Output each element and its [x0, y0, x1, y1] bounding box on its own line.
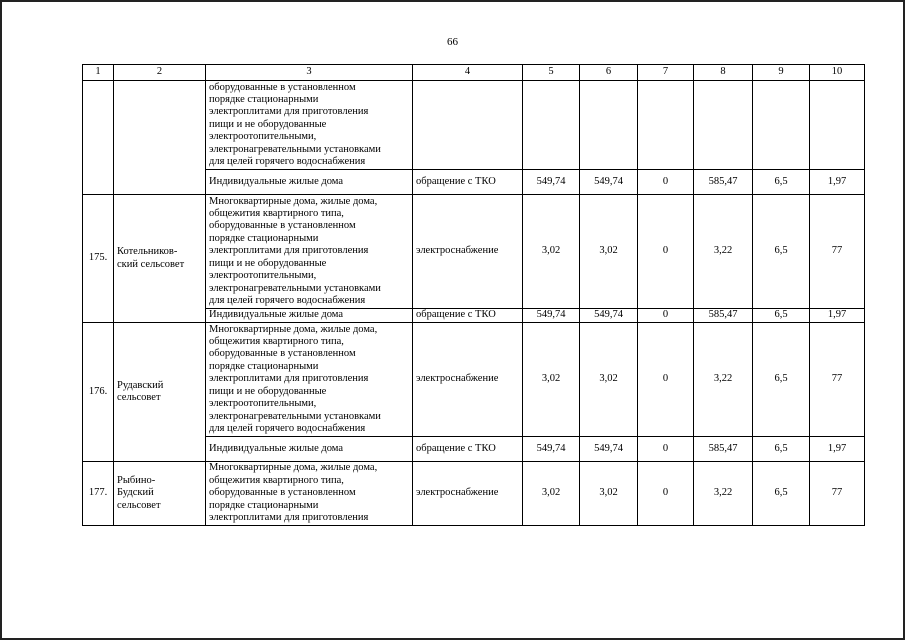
consumer-category-line: порядке стационарными [209, 360, 319, 372]
consumer-category-line: оборудованные в установленном [209, 487, 356, 499]
municipality-name-line: Рыбино- [117, 474, 156, 486]
consumer-category-line: общежития квартирного типа, [209, 208, 344, 220]
municipality-name-line: Будский [117, 487, 154, 499]
consumer-category-cell [206, 437, 413, 462]
value-cell-8: 3,22 [694, 195, 753, 309]
consumer-category-line: для целей горячего водоснабжения [209, 156, 366, 168]
municipality-name-line: Рудавский [117, 379, 164, 391]
municipality-name-line: ский сельсовет [117, 258, 185, 270]
municipality-name-cell [114, 323, 206, 462]
value-cell-10: 1,97 [810, 437, 865, 462]
consumer-category-line: электроотопительными, [209, 131, 317, 143]
value-cell-8: 585,47 [694, 170, 753, 195]
value-cell-7: 0 [638, 195, 694, 309]
consumer-category-line: пищи и не оборудованные [209, 257, 327, 269]
consumer-category-line: оборудованные в установленном [209, 81, 356, 93]
value-cell-5: 549,74 [523, 437, 580, 462]
consumer-category-line: общежития квартирного типа, [209, 474, 344, 486]
consumer-category-line: оборудованные в установленном [209, 348, 356, 360]
consumer-category-cell [206, 170, 413, 195]
header-cell: 1 [83, 65, 114, 81]
value-cell-9: 6,5 [753, 195, 810, 309]
value-cell-10: 77 [810, 462, 865, 526]
header-cell: 3 [206, 65, 413, 81]
header-cell: 10 [810, 65, 865, 81]
value-cell-9: 6,5 [753, 309, 810, 323]
value-cell-9: 6,5 [753, 437, 810, 462]
table-header-row [83, 65, 865, 81]
header-cell: 4 [413, 65, 523, 81]
utility-service-cell: электроснабжение [413, 323, 523, 437]
value-cell-6: 3,02 [580, 462, 638, 526]
consumer-category-line: порядке стационарными [209, 499, 319, 511]
municipality-name-line: Котельников- [117, 246, 178, 258]
page-number: 66 [447, 36, 458, 48]
utility-service-cell: электроснабжение [413, 195, 523, 309]
utility-service-cell [413, 81, 523, 170]
consumer-category-line: Индивидуальные жилые дома [209, 175, 344, 187]
consumer-category-line: пищи и не оборудованные [209, 118, 327, 130]
value-cell-5 [523, 81, 580, 170]
header-cell: 7 [638, 65, 694, 81]
value-cell-10: 77 [810, 195, 865, 309]
consumer-category-line: пищи и не оборудованные [209, 385, 327, 397]
header-cell: 5 [523, 65, 580, 81]
value-cell-6: 549,74 [580, 437, 638, 462]
page-frame-left [0, 0, 2, 640]
consumer-category-line: электронагревательными установками [209, 143, 381, 155]
row-number-cell: 175. [83, 195, 114, 323]
table-row [83, 323, 865, 437]
value-cell-9 [753, 81, 810, 170]
consumer-category-line: электроотопительными, [209, 270, 317, 282]
consumer-category-line: Многоквартирные дома, жилые дома, [209, 195, 378, 207]
consumer-category-cell [206, 462, 413, 526]
value-cell-7: 0 [638, 323, 694, 437]
consumer-category-line: электроплитами для приготовления [209, 373, 369, 385]
consumer-category-line: порядке стационарными [209, 232, 319, 244]
consumer-category-line: электронагревательными установками [209, 282, 381, 294]
consumer-category-line: электроплитами для приготовления [209, 512, 369, 524]
value-cell-6: 3,02 [580, 195, 638, 309]
value-cell-9: 6,5 [753, 170, 810, 195]
table-row [83, 462, 865, 526]
value-cell-6: 549,74 [580, 309, 638, 323]
header-cell: 8 [694, 65, 753, 81]
header-cell: 9 [753, 65, 810, 81]
tariff-table [82, 64, 865, 526]
value-cell-8: 585,47 [694, 309, 753, 323]
header-cell: 6 [580, 65, 638, 81]
value-cell-5: 549,74 [523, 170, 580, 195]
utility-service-cell: обращение с ТКО [413, 437, 523, 462]
value-cell-10: 1,97 [810, 170, 865, 195]
row-number-cell: 177. [83, 462, 114, 526]
value-cell-7: 0 [638, 437, 694, 462]
value-cell-9: 6,5 [753, 462, 810, 526]
consumer-category-line: Многоквартирные дома, жилые дома, [209, 462, 378, 474]
row-number-cell [83, 81, 114, 195]
value-cell-10: 77 [810, 323, 865, 437]
utility-service-cell: обращение с ТКО [413, 170, 523, 195]
municipality-name-cell [114, 195, 206, 323]
consumer-category-line: электроплитами для приготовления [209, 245, 369, 257]
value-cell-5: 3,02 [523, 323, 580, 437]
value-cell-8: 3,22 [694, 323, 753, 437]
municipality-name-cell [114, 462, 206, 526]
municipality-name-line: сельсовет [117, 499, 161, 511]
value-cell-10 [810, 81, 865, 170]
consumer-category-cell [206, 323, 413, 437]
consumer-category-line: для целей горячего водоснабжения [209, 422, 366, 434]
consumer-category-line: Индивидуальные жилые дома [209, 309, 344, 321]
value-cell-10: 1,97 [810, 309, 865, 323]
consumer-category-line: порядке стационарными [209, 93, 319, 105]
header-cell: 2 [114, 65, 206, 81]
consumer-category-line: электронагревательными установками [209, 410, 381, 422]
value-cell-9: 6,5 [753, 323, 810, 437]
value-cell-7: 0 [638, 309, 694, 323]
value-cell-7: 0 [638, 170, 694, 195]
value-cell-7 [638, 81, 694, 170]
value-cell-8: 3,22 [694, 462, 753, 526]
value-cell-6: 3,02 [580, 323, 638, 437]
value-cell-8 [694, 81, 753, 170]
value-cell-8: 585,47 [694, 437, 753, 462]
row-number-cell: 176. [83, 323, 114, 462]
consumer-category-line: для целей горячего водоснабжения [209, 294, 366, 306]
value-cell-5: 3,02 [523, 195, 580, 309]
consumer-category-cell [206, 195, 413, 309]
value-cell-5: 3,02 [523, 462, 580, 526]
consumer-category-cell [206, 81, 413, 170]
consumer-category-line: Индивидуальные жилые дома [209, 442, 344, 454]
page-frame-top [0, 0, 905, 2]
consumer-category-line: общежития квартирного типа, [209, 336, 344, 348]
value-cell-6: 549,74 [580, 170, 638, 195]
utility-service-cell: обращение с ТКО [413, 309, 523, 323]
value-cell-6 [580, 81, 638, 170]
table-row [83, 195, 865, 309]
municipality-name-line: сельсовет [117, 392, 161, 403]
value-cell-7: 0 [638, 462, 694, 526]
table-row [83, 81, 865, 170]
utility-service-cell: электроснабжение [413, 462, 523, 526]
value-cell-5: 549,74 [523, 309, 580, 323]
consumer-category-line: оборудованные в установленном [209, 220, 356, 232]
consumer-category-line: электроотопительными, [209, 398, 317, 410]
consumer-category-line: электроплитами для приготовления [209, 106, 369, 118]
consumer-category-cell [206, 309, 413, 323]
municipality-name-cell [114, 81, 206, 195]
consumer-category-line: Многоквартирные дома, жилые дома, [209, 323, 378, 335]
